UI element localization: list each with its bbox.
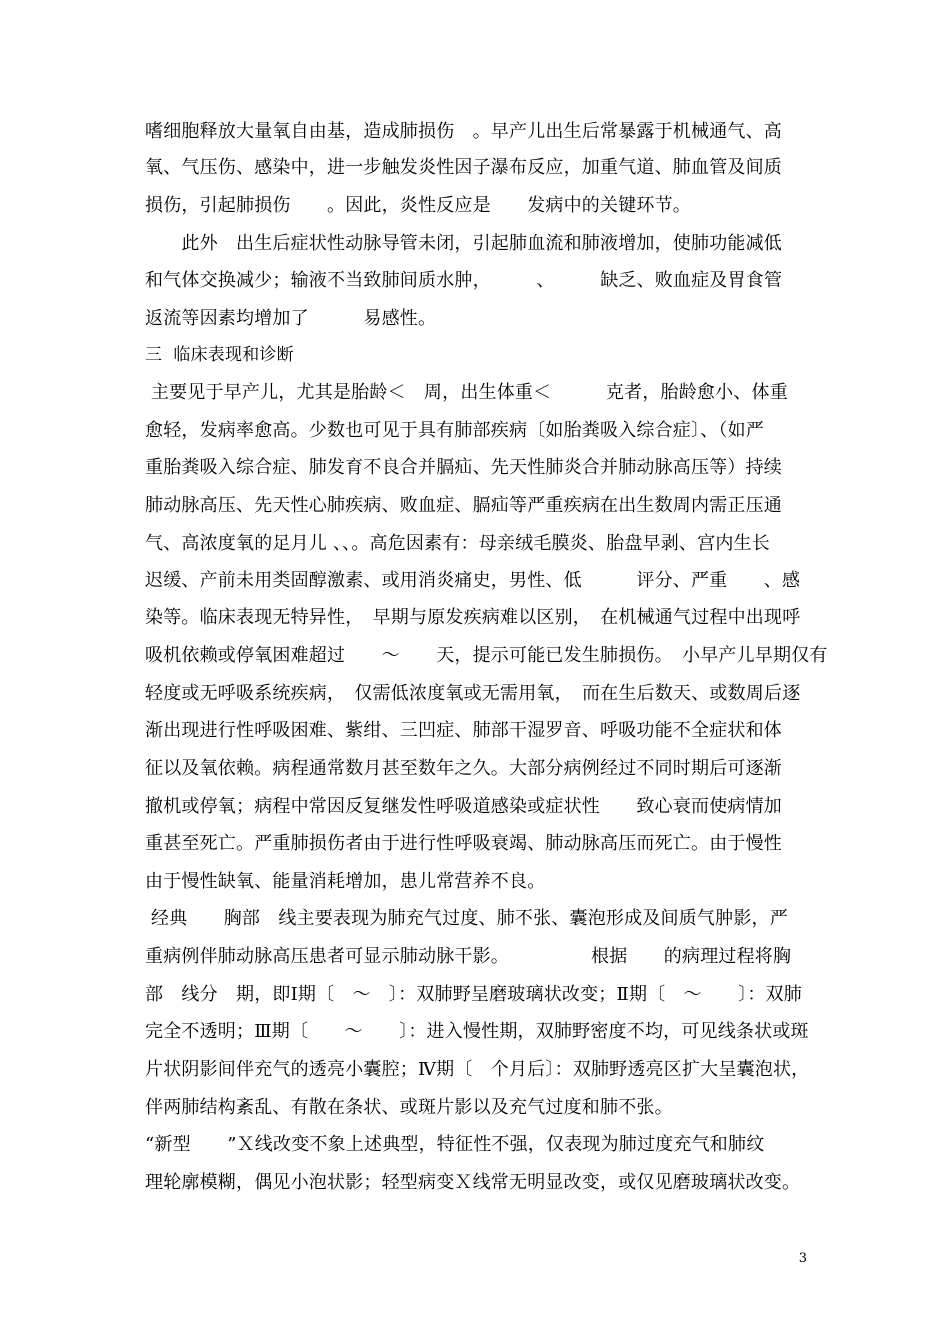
body-text-line: 完全不透明；Ⅲ期〔 ～ 〕：进入慢性期，双肺野密度不均，可见线条状或斑 <box>145 1021 809 1042</box>
body-text-line: 撤机或停氧；病程中常因反复继发性呼吸道感染或症状性 致心衰而使病情加 <box>145 796 782 817</box>
body-text-line: 经典 胸部 线主要表现为肺充气过度、肺不张、囊泡形成及间质气肿影，严 <box>145 908 788 929</box>
body-text-line: 迟缓、产前未用类固醇激素、或用消炎痛史，男性、低 评分、严重 、感 <box>145 570 801 591</box>
body-text-line: 片状阴影间伴充气的透亮小囊腔；Ⅳ期〔 个月后〕：双肺野透亮区扩大呈囊泡状， <box>145 1059 810 1080</box>
page-number: 3 <box>798 1251 807 1266</box>
body-text-line: 征以及氧依赖。病程通常数月甚至数年之久。大部分病例经过不同时期后可逐渐 <box>145 758 782 779</box>
body-text-line: “新型 ”Ｘ线改变不象上述典型，特征性不强，仅表现为肺过度充气和肺纹 <box>145 1134 765 1155</box>
body-text-line: 染等。临床表现无特异性， 早期与原发疾病难以区别， 在机械通气过程中出现呼 <box>145 607 801 628</box>
body-text-line: 主要见于早产儿，尤其是胎龄＜ 周，出生体重＜ 克者，胎龄愈小、体重 <box>145 382 788 403</box>
body-text-line: 轻度或无呼吸系统疾病， 仅需低浓度氧或无需用氧， 而在生后数天、或数周后逐 <box>145 683 801 704</box>
body-text-line: 肺动脉高压、先天性心肺疾病、败血症、膈疝等严重疾病在出生数周内需正压通 <box>145 495 782 516</box>
body-text-line: 重胎粪吸入综合症、肺发育不良合并膈疝、先天性肺炎合并肺动脉高压等）持续 <box>145 457 782 478</box>
section-heading: 三 临床表现和诊断 <box>145 345 294 365</box>
body-text-line: 氧、气压伤、感染中，进一步触发炎性因子瀑布反应，加重气道、肺血管及间质 <box>145 157 782 178</box>
body-text-line: 渐出现进行性呼吸困难、紫绀、三凹症、肺部干湿罗音、呼吸功能不全症状和体 <box>145 720 782 741</box>
body-text-line: 愈轻，发病率愈高。少数也可见于具有肺部疾病〔如胎粪吸入综合症〕、（如严 <box>145 420 764 441</box>
body-text-line: 伴两肺结构紊乱、有散在条状、或斑片影以及充气过度和肺不张。 <box>145 1097 673 1118</box>
body-text-line: 重病例伴肺动脉高压患者可显示肺动脉干影。 根据 的病理过程将胸 <box>145 946 792 967</box>
body-text-line: 部 线分 期，即Ⅰ期〔 ～ 〕：双肺野呈磨玻璃状改变；Ⅱ期〔 ～ 〕：双肺 <box>145 984 802 1005</box>
body-text-line: 气、高浓度氧的足月儿 、、。高危因素有：母亲绒毛膜炎、胎盘早剥、宫内生长 <box>145 533 770 554</box>
body-text-line: 吸机依赖或停氧困难超过 ～ 天，提示可能已发生肺损伤。 小早产儿早期仅有 <box>145 645 828 666</box>
body-text-line: 理轮廓模糊，偶见小泡状影；轻型病变Ｘ线常无明显改变，或仅见磨玻璃状改变。 <box>145 1172 801 1193</box>
body-text-line: 和气体交换减少；输液不当致肺间质水肿， 、 缺乏、败血症及胃食管 <box>145 270 783 291</box>
body-text-line: 损伤，引起肺损伤 。因此，炎性反应是 发病中的关键环节。 <box>145 195 691 216</box>
body-text-line: 嗜细胞释放大量氧自由基，造成肺损伤 。早产儿出生后常暴露于机械通气、高 <box>145 121 782 142</box>
body-text-line: 由于慢性缺氧、能量消耗增加，患儿常营养不良。 <box>145 871 546 892</box>
body-text-line: 此外 出生后症状性动脉导管未闭，引起肺血流和肺液增加，使肺功能减低 <box>145 233 782 254</box>
body-text-line: 返流等因素均增加了 易感性。 <box>145 308 437 329</box>
body-text-line: 重甚至死亡。严重肺损伤者由于进行性呼吸衰竭、肺动脉高压而死亡。由于慢性 <box>145 833 782 854</box>
